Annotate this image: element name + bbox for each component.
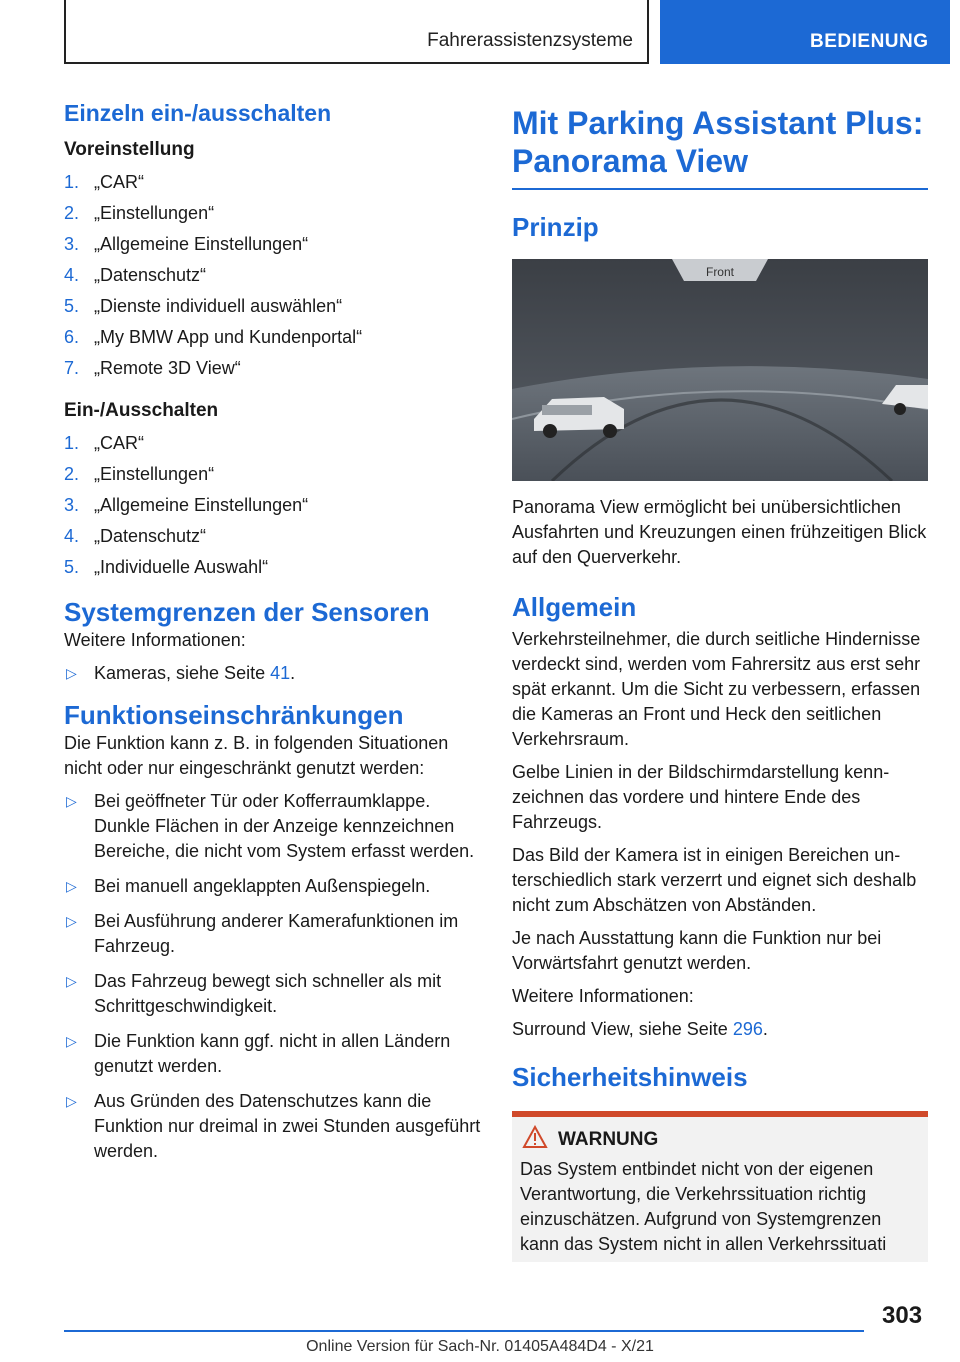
triangle-bullet-icon: ▷ xyxy=(66,973,77,989)
header-chapter-tab xyxy=(660,0,950,64)
header-chapter-title: BEDIENUNG xyxy=(810,31,929,52)
footer-divider xyxy=(64,1330,864,1332)
page-number: 303 xyxy=(882,1302,923,1329)
header-section-tab xyxy=(64,0,649,64)
triangle-bullet-icon: ▷ xyxy=(66,665,77,681)
sensor-list xyxy=(64,661,484,686)
right-column xyxy=(512,104,928,1262)
triangle-bullet-icon: ▷ xyxy=(66,1033,77,1049)
page-link-296[interactable]: 296 xyxy=(732,1019,763,1039)
steps-voreinstellung xyxy=(64,167,484,384)
more-info-label: Weitere Informationen: xyxy=(512,986,694,1006)
triangle-bullet-icon: ▷ xyxy=(66,1093,77,1109)
list-item: ▷ Bei manuell angeklappten Außenspiegeln. xyxy=(64,874,484,899)
limits-intro: Die Funktion kann z. B. in folgenden Situationen nicht oder nur eingeschränkt genutzt werden: xyxy=(64,733,449,778)
warning-box xyxy=(512,1117,928,1262)
list-item: ▷ Bei geöffneter Tür oder Kofferraumklappe. Dunkle Flächen in der Anzeige kennzeichnen Bereiche, die nicht vom System erfasst werden. xyxy=(66,791,475,861)
triangle-bullet-icon: ▷ xyxy=(66,793,77,809)
list-item: 1. „CAR“ xyxy=(64,172,144,192)
prinzip-text: Panorama View ermöglicht bei unübersichtlichen Ausfahrten und Kreuzungen einen frühzeitigen Blick auf den Querverkehr. xyxy=(512,497,927,567)
heading-prinzip: Prinzip xyxy=(512,212,599,242)
list-item: 4. „Datenschutz“ xyxy=(64,526,207,546)
allgemein-para-3: Das Bild der Kamera ist in einigen Bereichen unterschiedlich stark verzerrt und eignet sich deshalb nicht zum Abschätzen von Abständen. xyxy=(512,845,917,915)
list-item: ▷ Die Funktion kann ggf. nicht in allen Ländern genutzt werden. xyxy=(66,1031,451,1076)
heading-allgemein: Allgemein xyxy=(512,592,637,622)
list-item: 7. „Remote 3D View“ xyxy=(64,358,241,378)
surround-reference: Surround View, siehe Seite 296. xyxy=(512,1019,768,1039)
list-item: 1. „CAR“ xyxy=(64,433,144,453)
footer-text: Online Version für Sach-Nr. 01405A484D4 - X/21 xyxy=(306,1338,654,1355)
left-column xyxy=(64,100,484,1174)
header-section-title: Fahrerassistenzsysteme xyxy=(427,30,633,51)
warning-heading: WARNUNG xyxy=(558,1129,920,1151)
allgemein-para-2: Gelbe Linien in der Bildschirmdarstellung kennzeichnen das vordere und hintere Ende des Fahrzeugs. xyxy=(512,762,890,832)
page-link-41[interactable]: 41 xyxy=(270,663,291,683)
list-item: ▷ Das Fahrzeug bewegt sich schneller als mit Schrittgeschwindigkeit. xyxy=(66,971,442,1016)
list-item: 2. „Einstellungen“ xyxy=(64,203,215,223)
section-title: Mit Parking Assistant Plus: Panorama View xyxy=(512,104,928,190)
list-item: 6. „My BMW App und Kundenportal“ xyxy=(64,327,363,347)
heading-sicherheitshinweis: Sicherheitshinweis xyxy=(512,1062,748,1092)
allgemein-para-1: Verkehrsteilnehmer, die durch seitliche Hindernisse verdeckt sind, werden vom Fahrersitz aus erst sehr spät erkannt. Um die Sicht zu verbessern, erfassen die Kameras an Front und Heck den seitlichen Verkehrsraum. xyxy=(512,629,921,749)
list-item: ▷ Kameras, siehe Seite 41. xyxy=(64,661,484,686)
subheading-ein-ausschalten: Ein-/Ausschalten xyxy=(64,400,219,421)
heading-systemgrenzen: Systemgrenzen der Sensoren xyxy=(64,597,430,627)
heading-funktionseinschraenkungen: Funktionseinschränkungen xyxy=(64,700,404,730)
heading-einzeln: Einzeln ein-/ausschalten xyxy=(64,100,332,126)
image-front-label: Front xyxy=(705,265,735,279)
triangle-bullet-icon: ▷ xyxy=(66,878,77,894)
limits-list xyxy=(64,789,484,1164)
warning-text: Das System entbindet nicht von der eigenen Verantwortung, die Verkehrssituation richtig einzuschätzen. Aufgrund von Systemgrenzen kann das System nicht in allen Verkehrssituati xyxy=(520,1159,887,1254)
list-item: 4. „Datenschutz“ xyxy=(64,265,207,285)
more-info-label: Weitere Informationen: xyxy=(64,630,246,650)
list-item: ▷ Aus Gründen des Datenschutzes kann die Funktion nur dreimal in zwei Stunden ausgeführt werden. xyxy=(66,1091,481,1161)
subheading-voreinstellung: Voreinstellung xyxy=(64,139,195,160)
list-item: 5. „Dienste individuell auswählen“ xyxy=(64,296,343,316)
list-item: ▷ Bei Ausführung anderer Kamerafunktionen im Fahrzeug. xyxy=(66,911,459,956)
list-item: 2. „Einstellungen“ xyxy=(64,464,215,484)
list-item: 3. „Allgemeine Einstellungen“ xyxy=(64,495,309,515)
list-item: 3. „Allgemeine Einstellungen“ xyxy=(64,234,309,254)
list-item: 5. „Individuelle Auswahl“ xyxy=(64,557,269,577)
triangle-bullet-icon: ▷ xyxy=(66,913,77,929)
allgemein-para-4: Je nach Ausstattung kann die Funktion nur bei Vorwärtsfahrt genutzt werden. xyxy=(512,928,882,973)
warning-triangle-icon xyxy=(522,1125,548,1149)
steps-ein-ausschalten xyxy=(64,428,484,583)
panorama-view-image xyxy=(512,259,928,481)
